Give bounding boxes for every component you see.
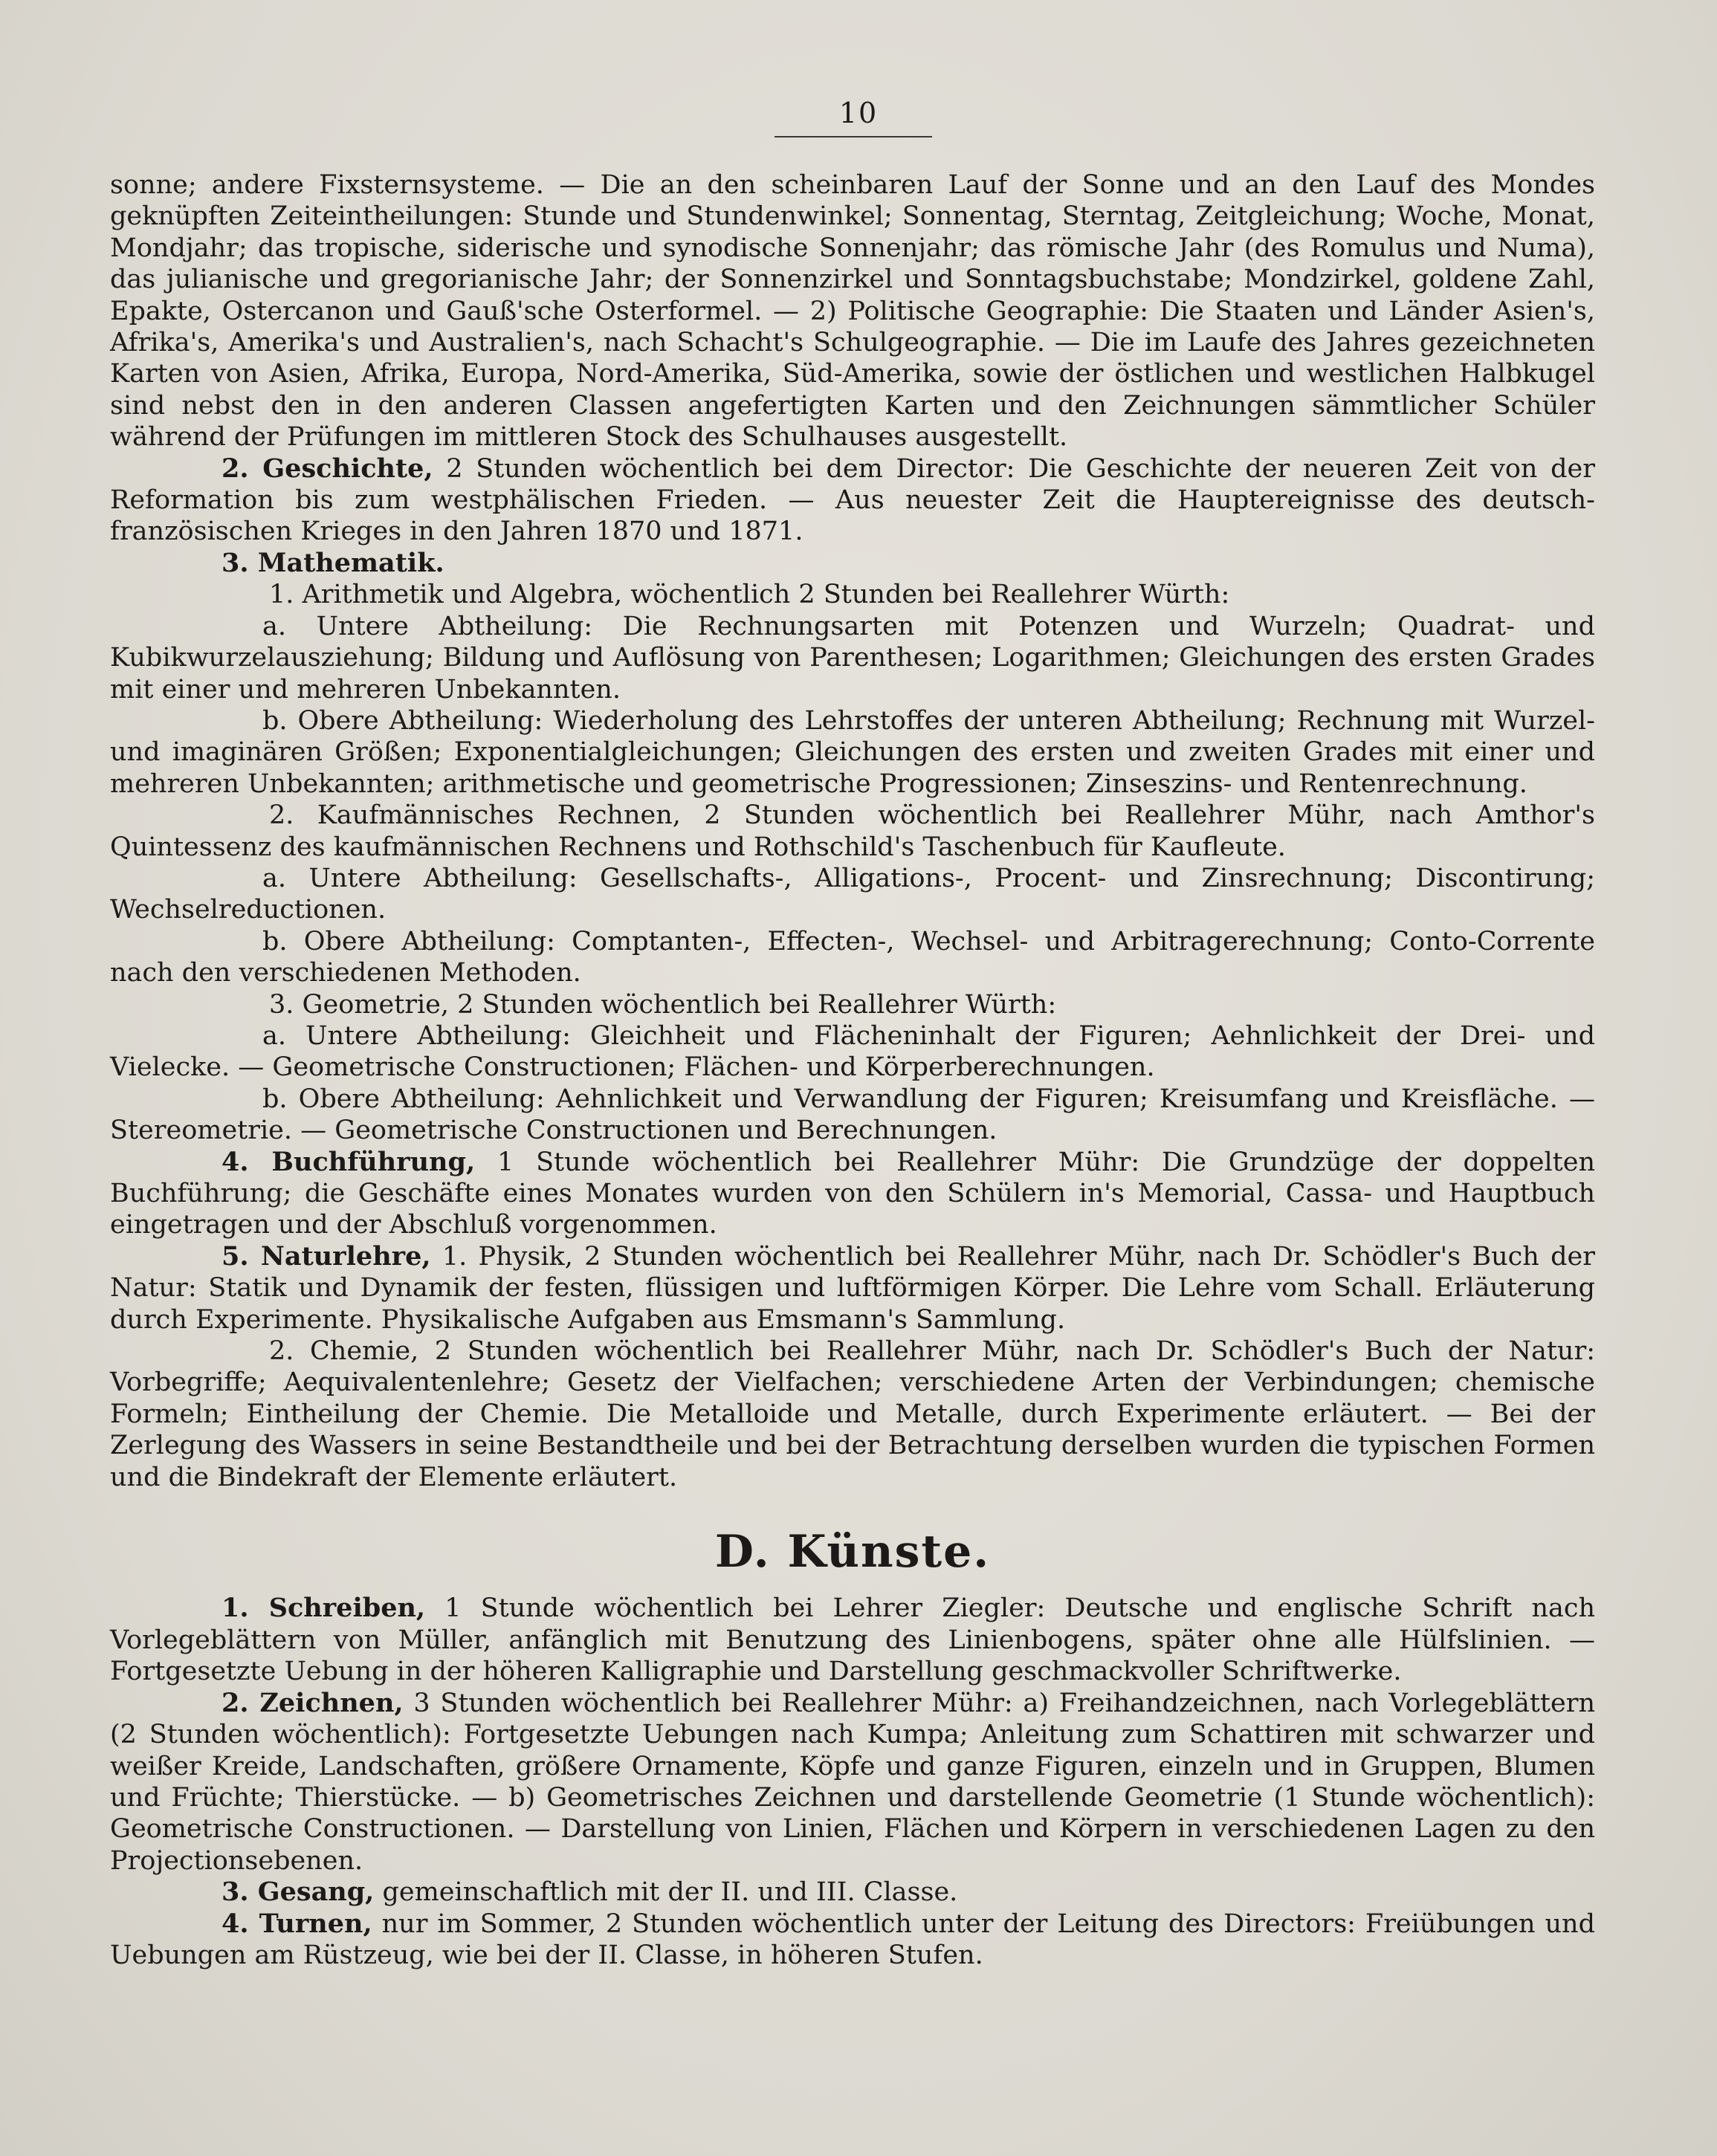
math-paragraph-text: a. Untere Abtheilung: Die Rechnungsarten mit Potenzen und Wurzeln; Quadrat- und Kubikwurzelausziehung; Bildung und Auflösung von Parenthesen; Logarithmen; Gleichungen des ersten Grades mit einer und mehreren Unbekannten.: [110, 611, 1595, 705]
arts-paragraph: [110, 1593, 1595, 1687]
math-paragraph-text: b. Obere Abtheilung: Aehnlichkeit und Verwandlung der Figuren; Kreisumfang und Kreisfläche. — Stereometrie. — Geometrische Constructionen und Berechnungen.: [110, 1084, 1595, 1146]
math-paragraph-text: b. Obere Abtheilung: Wiederholung des Lehrstoffes der unteren Abtheilung; Rechnung mit Wurzel- und imaginären Größen; Exponentialgleichungen; Gleichungen des ersten und zweiten Grades mit einer und mehreren Unbekannten; arithmetische und geometrische Progressionen; Zinseszins- und Rentenrechnung.: [110, 705, 1595, 799]
math-paragraph-text: 2. Chemie, 2 Stunden wöchentlich bei Reallehrer Mühr, nach Dr. Schödler's Buch der Natur: Vorbegriffe; Aequivalentenlehre; Gesetz der Vielfachen; verschiedene Arten der Verbindungen; chemische Formeln; Eintheilung der Chemie. Die Metalloide und Metalle, durch Experimente erläutert. — Bei der Zerlegung des Wassers in seine Bestandtheile und bei der Betrachtung derselben wurden die typischen Formen und die Bindekraft der Elemente erläutert.: [110, 1336, 1595, 1492]
math-paragraph: [110, 548, 1595, 579]
math-paragraph: [110, 579, 1595, 610]
math-paragraph-text: 3. Geometrie, 2 Stunden wöchentlich bei Reallehrer Würth:: [269, 989, 1057, 1020]
mathematics-section: [110, 169, 1595, 1493]
page-number-rule: [775, 136, 932, 137]
arts-paragraph: [110, 1688, 1595, 1877]
arts-paragraph: [110, 1877, 1595, 1908]
math-paragraph-text: 1 Stunde wöchentlich bei Reallehrer Mühr: Die Grundzüge der doppelten Buchführung; die Geschäfte eines Monates wurden von den Schülern in's Memorial, Cassa- und Hauptbuch eingetragen und der Abschluß vorgenommen.: [110, 1147, 1596, 1240]
math-paragraph-text: sonne; andere Fixsternsysteme. — Die an den scheinbaren Lauf der Sonne und an den Lauf des Mondes geknüpften Zeiteintheilungen: Stunde und Stundenwinkel; Sonnentag, Sterntag, Zeitgleichung; Woche, Monat, Mondjahr; das tropische, siderische und synodische Sonnenjahr; das römische Jahr (des Romulus und Numa), das julianische und gregorianische Jahr; der Sonnenzirkel und Sonntagsbuchstabe; Mondzirkel, goldene Zahl, Epakte, Ostercanon und Gauß'sche Osterformel. — 2) Politische Geographie: Die Staaten und Länder Asien's, Afrika's, Amerika's und Australien's, nach Schacht's Schulgeographie. — Die im Laufe des Jahres gezeichneten Karten von Asien, Afrika, Europa, Nord-Amerika, Süd-Amerika, sowie der östlichen und westlichen Halbkugel sind nebst den in den anderen Classen angefertigten Karten und den Zeichnungen sämmtlicher Schüler während der Prüfungen im mittleren Stock des Schulhauses ausgestellt.: [110, 170, 1595, 453]
math-paragraph: [110, 1147, 1595, 1241]
math-paragraph: [110, 926, 1595, 989]
math-paragraph: [110, 169, 1595, 453]
math-paragraph-text: a. Untere Abtheilung: Gleichheit und Flächeninhalt der Figuren; Aehnlichkeit der Drei- und Vielecke. — Geometrische Constructionen; Flächen- und Körperberechnungen.: [110, 1020, 1595, 1083]
math-paragraph-text: 2. Kaufmännisches Rechnen, 2 Stunden wöchentlich bei Reallehrer Mühr, nach Amthor's Quintessenz des kaufmännischen Rechnens und Rothschild's Taschenbuch für Kaufleute.: [110, 800, 1595, 862]
math-paragraph: [110, 800, 1595, 863]
math-paragraph-text: 2 Stunden wöchentlich bei dem Director: Die Geschichte der neueren Zeit von der Reformation bis zum westphälischen Frieden. — Aus neuester Zeit die Hauptereignisse des deutsch-französischen Krieges in den Jahren 1870 und 1871.: [110, 453, 1595, 547]
arts-paragraph-text: nur im Sommer, 2 Stunden wöchentlich unter der Leitung des Directors: Freiübungen und Uebungen am Rüstzeug, wie bei der II. Classe, in höheren Stufen.: [110, 1909, 1595, 1970]
math-paragraph: [110, 1084, 1595, 1147]
math-paragraph-text: 1. Physik, 2 Stunden wöchentlich bei Reallehrer Mühr, nach Dr. Schödler's Buch der Natur: Statik und Dynamik der festen, flüssigen und luftförmigen Körper. Die Lehre vom Schall. Erläuterung durch Experimente. Physikalische Aufgaben aus Emsmann's Sammlung.: [110, 1241, 1595, 1335]
arts-section: [110, 1593, 1595, 1971]
math-subject-heading: 2. Geschichte,: [222, 453, 433, 484]
math-subject-heading: 5. Naturlehre,: [222, 1240, 431, 1272]
arts-subject-heading: 2. Zeichnen,: [222, 1687, 404, 1718]
math-paragraph: [110, 611, 1595, 705]
arts-subject-heading: 3. Gesang,: [222, 1877, 375, 1908]
math-paragraph: [110, 1020, 1595, 1084]
math-subject-heading: 4. Buchführung,: [222, 1146, 476, 1177]
math-paragraph: [110, 863, 1595, 926]
math-paragraph-text: 1. Arithmetik und Algebra, wöchentlich 2 Stunden bei Reallehrer Würth:: [269, 580, 1230, 610]
page-number: 10: [838, 97, 879, 129]
math-paragraph: [110, 705, 1595, 800]
math-paragraph: [110, 453, 1595, 548]
section-d-heading: D. Künste.: [714, 1526, 991, 1579]
arts-paragraph: [110, 1909, 1595, 1972]
math-paragraph: [110, 1241, 1595, 1336]
arts-subject-heading: 1. Schreiben,: [222, 1593, 426, 1624]
arts-paragraph-text: gemeinschaftlich mit der II. und III. Classe.: [374, 1877, 958, 1908]
math-paragraph: [110, 1336, 1595, 1493]
arts-paragraph-text: 3 Stunden wöchentlich bei Reallehrer Mühr: a) Freihandzeichnen, nach Vorlegeblättern (2 Stunden wöchentlich): Fortgesetzte Uebungen nach Kumpa; Anleitung zum Schattiren mit schwarzer und weißer Kreide, Landschaften, größere Ornamente, Köpfe und ganze Figuren, einzeln und in Gruppen, Blumen und Früchte; Thierstücke. — b) Geometrisches Zeichnen und darstellende Geometrie (1 Stunde wöchentlich): Geometrische Constructionen. — Darstellung von Linien, Flächen und Körpern in verschiedenen Lagen zu den Projectionsebenen.: [110, 1688, 1595, 1876]
body-text: [110, 169, 1595, 1971]
math-subject-heading: 3. Mathematik.: [222, 547, 444, 578]
math-paragraph-text: a. Untere Abtheilung: Gesellschafts-, Alligations-, Procent- und Zinsrechnung; Discontirung; Wechselreductionen.: [110, 863, 1595, 925]
arts-subject-heading: 4. Turnen,: [222, 1908, 372, 1939]
math-paragraph: [110, 989, 1595, 1020]
arts-paragraph-text: 1 Stunde wöchentlich bei Lehrer Ziegler: Deutsche und englische Schrift nach Vorlegeblättern von Müller, anfänglich mit Benutzung des Linienbogens, später ohne alle Hülfslinien. — Fortgesetzte Uebung in der höheren Kalligraphie und Darstellung geschmackvoller Schriftwerke.: [110, 1593, 1595, 1687]
math-paragraph-text: b. Obere Abtheilung: Comptanten-, Effecten-, Wechsel- und Arbitragerechnung; Conto-Corrente nach den verschiedenen Methoden.: [110, 926, 1595, 988]
